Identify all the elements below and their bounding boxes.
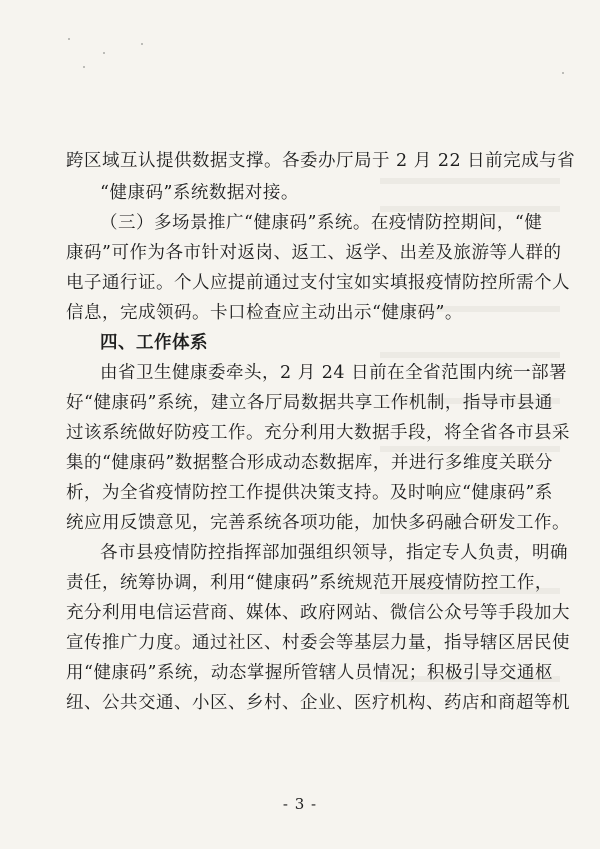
show-through-mark (380, 178, 560, 184)
body-text-line: 充分利用电信运营商、媒体、政府网站、微信公众号等手段加大 (66, 603, 570, 623)
body-text-line: 析，为全省疫情防控工作提供决策支持。及时响应“健康码”系 (66, 483, 553, 503)
body-text-line: 用“健康码”系统，动态掌握所管辖人员情况；积极引导交通枢 (66, 663, 553, 683)
body-text-line: 由省卫生健康委牵头，2 月 24 日前在全省范围内统一部署 (100, 363, 568, 383)
scan-speck (103, 52, 105, 54)
section-heading: 四、工作体系 (100, 333, 208, 353)
scan-speck (141, 43, 143, 45)
body-text-line: 集的“健康码”数据整合形成动态数据库，并进行多维度关联分 (66, 453, 553, 473)
body-text-line: 康码”可作为各市针对返岗、返工、返学、出差及旅游等人群的 (66, 243, 562, 263)
body-text-line: 电子通行证。个人应提前通过支付宝如实填报疫情防控所需个人 (66, 273, 570, 293)
body-text-line: 纽、公共交通、小区、乡村、企业、医疗机构、药店和商超等机 (66, 693, 570, 713)
scan-speck (562, 72, 564, 74)
body-text-line: 过该系统做好防疫工作。充分利用大数据手段，将全省各市县采 (66, 423, 570, 443)
body-text-line: 责任，统筹协调，利用“健康码”系统规范开展疫情防控工作， (66, 573, 553, 593)
page-number: - 3 - (282, 795, 318, 813)
scan-speck (68, 38, 70, 40)
scan-speck (83, 66, 85, 68)
body-text-line: “健康码”系统数据对接。 (100, 183, 299, 203)
body-text-line: （三）多场景推广“健康码”系统。在疫情防控期间，“健 (100, 213, 543, 233)
body-text-line: 统应用反馈意见，完善系统各项功能，加快多码融合研发工作。 (66, 513, 570, 533)
body-text-line: 信息，完成领码。卡口检查应主动出示“健康码”。 (66, 303, 463, 323)
body-text-line: 各市县疫情防控指挥部加强组织领导，指定专人负责，明确 (100, 543, 568, 563)
body-text-line: 好“健康码”系统，建立各厅局数据共享工作机制，指导市县通 (66, 393, 553, 413)
body-text-line: 宣传推广力度。通过社区、村委会等基层力量，指导辖区居民使 (66, 633, 570, 653)
show-through-mark (380, 352, 560, 358)
body-text-line: 跨区域互认提供数据支撑。各委办厅局于 2 月 22 日前完成与省 (66, 151, 576, 171)
